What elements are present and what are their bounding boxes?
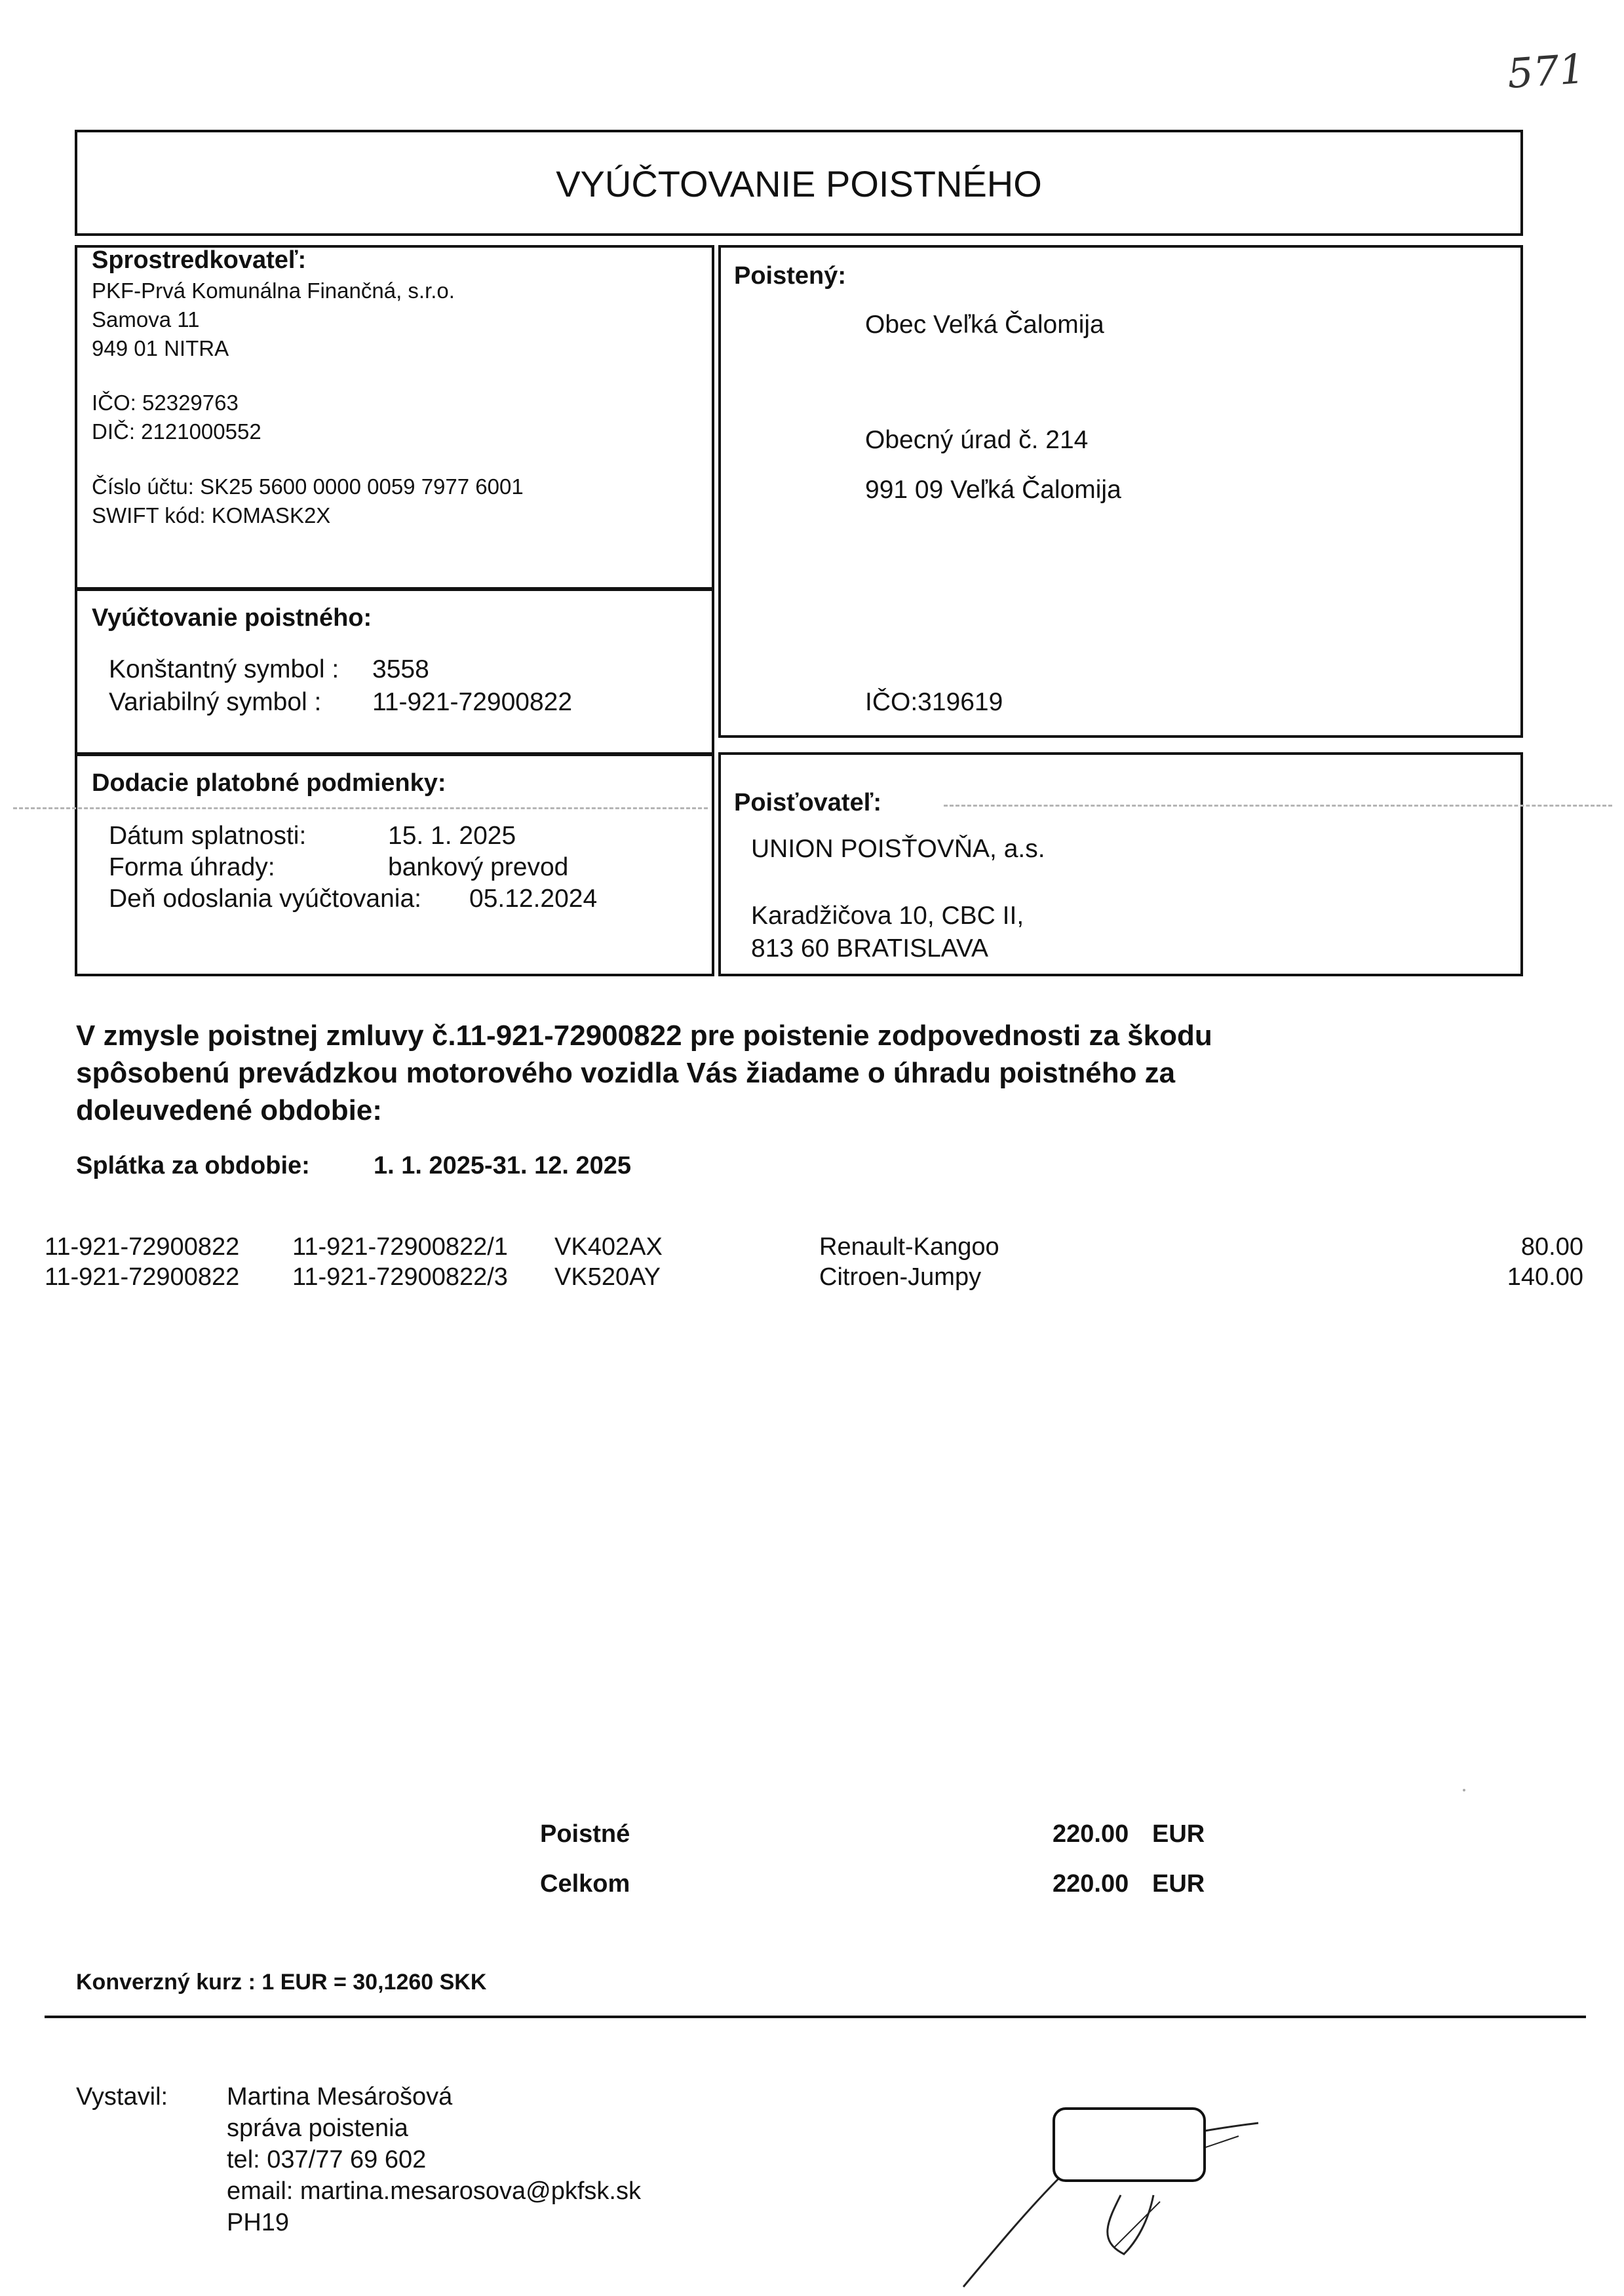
insurer-street: Karadžičova 10, CBC II,: [751, 902, 1024, 930]
intermediary-city: 949 01 NITRA: [92, 336, 229, 360]
vehicle-model: Renault-Kangoo: [819, 1233, 999, 1261]
contract-number: 11-921-72900822: [45, 1263, 240, 1291]
contract-number: 11-921-72900822: [45, 1233, 240, 1261]
due-date-value: 15. 1. 2025: [388, 822, 516, 850]
grand-total-label: Celkom: [540, 1870, 630, 1898]
signature-stroke: [1108, 2195, 1153, 2254]
signature-stroke: [1114, 2202, 1160, 2248]
constant-symbol-label: Konštantný symbol :: [109, 655, 339, 683]
grand-total-currency: EUR: [1152, 1870, 1205, 1898]
insured-ico: IČO:319619: [865, 688, 1003, 716]
handwritten-page-number: 571: [1505, 44, 1587, 98]
insurer-city: 813 60 BRATISLAVA: [751, 934, 989, 963]
intro-line-2: spôsobenú prevádzkou motorového vozidla Vás žiadame o úhradu poistného za: [76, 1057, 1176, 1089]
intermediary-ico: IČO: 52329763: [92, 391, 239, 415]
variable-symbol-label: Variabilný symbol :: [109, 688, 322, 716]
intermediary-dic: DIČ: 2121000552: [92, 419, 261, 444]
intermediary-account: Číslo účtu: SK25 5600 0000 0059 7977 6001: [92, 474, 524, 499]
installment-period: 1. 1. 2025-31. 12. 2025: [374, 1152, 631, 1179]
scan-fold-line: [944, 805, 1612, 807]
conversion-rate: Konverzný kurz : 1 EUR = 30,1260 SKK: [76, 1970, 487, 1995]
issuer-role: správa poistenia: [227, 2114, 408, 2142]
sub-contract-number: 11-921-72900822/3: [292, 1263, 508, 1291]
intermediary-name: PKF-Prvá Komunálna Finančná, s.r.o.: [92, 278, 455, 303]
sent-date-label: Deň odoslania vyúčtovania:: [109, 885, 421, 913]
insured-office: Obecný úrad č. 214: [865, 426, 1089, 454]
scan-speck: [1463, 1789, 1465, 1791]
insurer-label: Poisťovateľ:: [734, 789, 882, 816]
constant-symbol-value: 3558: [372, 655, 429, 683]
intro-line-1: V zmysle poistnej zmluvy č.11-921-72900822 pre poistenie zodpovednosti za škodu: [76, 1020, 1212, 1052]
premium-total-currency: EUR: [1152, 1820, 1205, 1848]
payment-form-value: bankový prevod: [388, 853, 569, 881]
billing-label: Vyúčtovanie poistného:: [92, 604, 372, 632]
payment-terms-label: Dodacie platobné podmienky:: [92, 769, 446, 797]
signature-stroke: [963, 2175, 1062, 2287]
license-plate: VK520AY: [554, 1263, 661, 1291]
sent-date-value: 05.12.2024: [469, 885, 598, 913]
vehicle-model: Citroen-Jumpy: [819, 1263, 982, 1291]
scan-fold-line: [13, 807, 708, 809]
intermediary-label: Sprostredkovateľ:: [92, 246, 307, 274]
installment-label: Splátka za obdobie:: [76, 1152, 310, 1179]
issuer-code: PH19: [227, 2209, 290, 2236]
intermediary-street: Samova 11: [92, 307, 200, 332]
insured-city: 991 09 Veľká Čalomija: [865, 476, 1121, 504]
footer-divider: [45, 2016, 1586, 2018]
insured-name: Obec Veľká Čalomija: [865, 311, 1104, 339]
intro-line-3: doleuvedené obdobie:: [76, 1094, 382, 1126]
due-date-label: Dátum splatnosti:: [109, 822, 307, 850]
insured-label: Poistený:: [734, 262, 847, 290]
license-plate: VK402AX: [554, 1233, 663, 1261]
payment-form-label: Forma úhrady:: [109, 853, 275, 881]
issuer-label: Vystavil:: [76, 2083, 168, 2111]
premium-amount: 80.00: [1520, 1233, 1583, 1261]
issuer-name: Martina Mesárošová: [227, 2083, 453, 2111]
sub-contract-number: 11-921-72900822/1: [292, 1233, 508, 1261]
issuer-email: email: martina.mesarosova@pkfsk.sk: [227, 2177, 641, 2205]
redaction-box: [1054, 2109, 1205, 2181]
insurer-name: UNION POISŤOVŇA, a.s.: [751, 835, 1045, 863]
intermediary-swift: SWIFT kód: KOMASK2X: [92, 503, 331, 527]
grand-total-value: 220.00: [1053, 1870, 1129, 1898]
premium-amount: 140.00: [1507, 1263, 1583, 1291]
issuer-phone: tel: 037/77 69 602: [227, 2146, 427, 2173]
premium-total-value: 220.00: [1053, 1820, 1129, 1848]
handwritten-signature: [957, 2097, 1285, 2293]
document-title: VYÚČTOVANIE POISTNÉHO: [556, 163, 1042, 204]
variable-symbol-value: 11-921-72900822: [372, 688, 573, 716]
premium-total-label: Poistné: [540, 1820, 630, 1848]
